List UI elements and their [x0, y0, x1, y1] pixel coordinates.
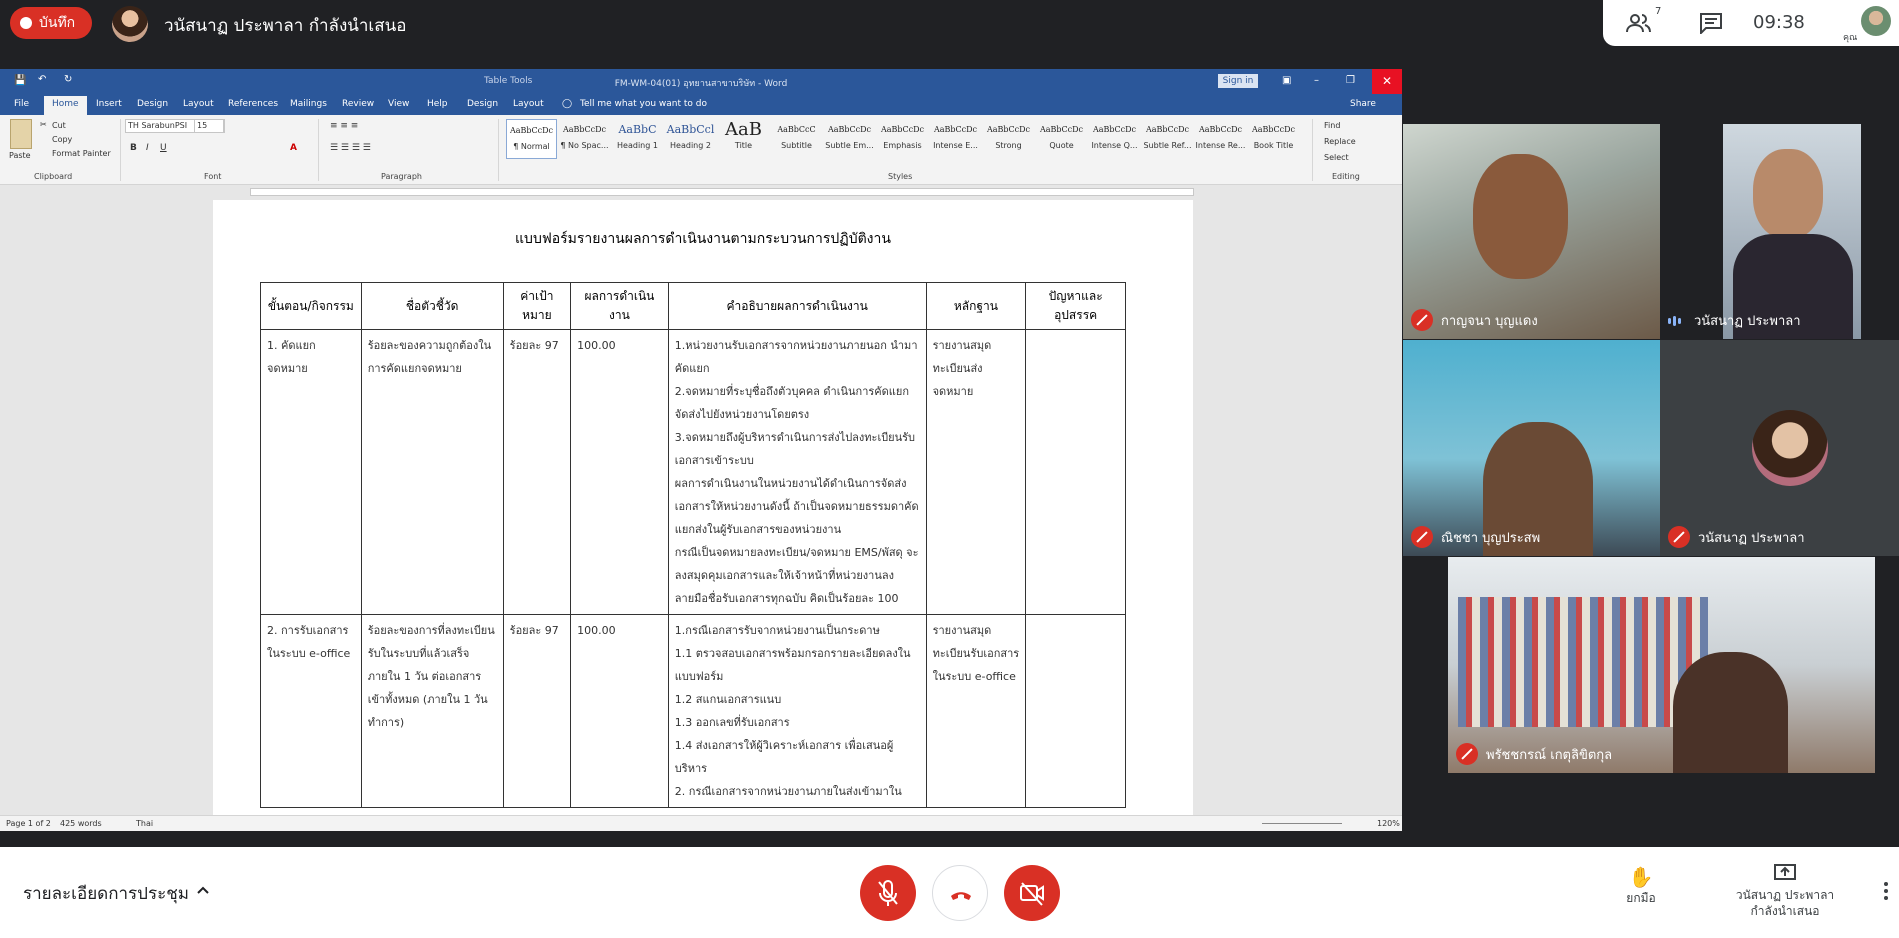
description-line: 1.หน่วยงานรับเอกสารจากหน่วยงานภายนอก นำมาคัดแยก — [674, 339, 918, 375]
style-2[interactable] — [559, 119, 610, 159]
style-13[interactable] — [1142, 119, 1193, 159]
people-count: 7 — [1655, 6, 1662, 17]
tab-view[interactable]: View — [388, 99, 410, 109]
participant-name-tag — [1411, 526, 1540, 548]
report-table[interactable] — [260, 282, 1126, 808]
paste-icon[interactable] — [10, 119, 32, 149]
participant-name: ณิชชา บุญประสพ — [1441, 530, 1541, 546]
style-name: Intense Q... — [1091, 141, 1138, 150]
present-screen-icon — [1773, 863, 1797, 883]
tab-table-design[interactable]: Design — [467, 99, 499, 109]
table-row[interactable] — [261, 615, 1126, 808]
bullets-icon[interactable]: ≡ ≡ ≡ — [330, 121, 359, 131]
cell-description[interactable] — [668, 330, 926, 615]
word-title-bar — [0, 69, 1402, 94]
mic-off-icon — [1411, 309, 1433, 331]
ribbon-separator — [120, 119, 121, 181]
camera-toggle-button[interactable] — [1004, 865, 1060, 921]
participant-name-tag — [1668, 526, 1805, 548]
zoom-slider[interactable] — [1262, 823, 1342, 824]
style-name: Heading 1 — [617, 141, 658, 150]
style-sample: AaBbCcDc — [1251, 125, 1296, 134]
copy-button[interactable]: Copy — [52, 135, 73, 144]
mic-off-icon — [1456, 743, 1478, 765]
chat-icon[interactable] — [1699, 12, 1723, 34]
mic-off-icon — [1668, 526, 1690, 548]
camera-off-icon — [1004, 865, 1060, 921]
table-row[interactable] — [261, 330, 1126, 615]
header-result: ผลการดำเนินงาน — [571, 283, 669, 330]
table-body — [261, 330, 1126, 808]
bold-button[interactable]: B — [130, 143, 137, 153]
cell-result[interactable]: 100.00 — [571, 615, 669, 808]
paragraph-group-label: Paragraph — [381, 172, 422, 181]
font-size-select[interactable]: 15 — [194, 119, 224, 133]
tab-home[interactable]: Home — [44, 96, 87, 115]
lightbulb-icon: ◯ — [562, 99, 573, 109]
style-7[interactable] — [824, 119, 875, 159]
people-icon[interactable] — [1625, 12, 1653, 34]
format-painter-button[interactable]: Format Painter — [52, 149, 111, 158]
word-count[interactable]: 425 words — [60, 819, 102, 828]
tab-file[interactable]: File — [14, 99, 30, 109]
style-sample: AaBbCcC — [777, 125, 816, 134]
word-status-bar — [0, 815, 1402, 831]
style-sample: AaBbCcDc — [1145, 125, 1190, 134]
clipboard-group-label: Clipboard — [34, 172, 73, 181]
style-name: Subtitle — [781, 141, 812, 150]
document-title: FM-WM-04(01) อุทยานสาขาบริษัท - Word — [614, 79, 788, 89]
participant-video — [1723, 124, 1861, 339]
style-sample: AaBbCcDc — [986, 125, 1031, 134]
mic-off-icon — [1411, 526, 1433, 548]
presenting-status: กำลังนำเสนอ — [1750, 904, 1820, 918]
header-evidence: หลักฐาน — [926, 283, 1026, 330]
meeting-controls-bar — [0, 847, 1899, 938]
cell-target[interactable]: ร้อยละ 97 — [503, 330, 570, 615]
participant-tile[interactable] — [1448, 557, 1875, 773]
ribbon-separator — [1312, 119, 1313, 181]
meeting-top-bar — [0, 0, 1899, 50]
tab-references[interactable]: References — [228, 99, 279, 109]
description-line: 1.3 ออกเลขที่รับเอกสาร — [674, 716, 790, 729]
table-header-row — [261, 283, 1126, 330]
document-page[interactable] — [213, 200, 1193, 817]
present-now-button[interactable] — [1725, 863, 1845, 919]
tell-me-search[interactable]: Tell me what you want to do — [580, 99, 707, 109]
leave-call-button[interactable] — [932, 865, 988, 921]
record-dot-icon — [20, 17, 32, 29]
style-8[interactable] — [877, 119, 928, 159]
cell-step[interactable]: 2. การรับเอกสารในระบบ e-office — [261, 615, 362, 808]
clock-time: 09:38 — [1753, 12, 1805, 33]
top-right-panel — [1603, 0, 1899, 46]
style-name: Strong — [995, 141, 1022, 150]
editing-group-label: Editing — [1332, 172, 1360, 181]
document-heading: แบบฟอร์มรายงานผลการดำเนินงานตามกระบวนการปฏิบัติงาน — [515, 231, 891, 247]
cell-problem[interactable] — [1026, 330, 1126, 615]
style-name: Quote — [1049, 141, 1074, 150]
font-color-button[interactable]: A — [290, 143, 297, 153]
zoom-level[interactable]: 120% — [1377, 819, 1400, 828]
cell-description[interactable] — [668, 615, 926, 808]
self-avatar[interactable] — [1861, 6, 1891, 36]
tab-review[interactable]: Review — [342, 99, 375, 109]
undo-icon[interactable]: ↶ — [38, 74, 47, 85]
style-name: ¶ No Spac... — [560, 141, 609, 150]
description-line: 1.2 สแกนเอกสารแนบ — [674, 693, 782, 706]
cell-evidence[interactable]: รายงานสมุดทะเบียนรับเอกสารในระบบ e-office — [926, 615, 1026, 808]
participant-tile[interactable] — [1660, 340, 1899, 556]
participant-avatar — [1752, 410, 1828, 486]
participant-name: วนัสนาฏ ประพาลา — [1694, 314, 1801, 329]
speaking-icon — [1668, 316, 1686, 326]
tab-design[interactable]: Design — [137, 99, 169, 109]
presenter-status: วนัสนาฏ ประพาลา กำลังนำเสนอ — [164, 16, 407, 36]
style-sample: AaB — [725, 119, 762, 140]
style-name: Subtle Ref... — [1143, 141, 1192, 150]
style-name: Intense E... — [933, 141, 978, 150]
ribbon-separator — [318, 119, 319, 181]
tab-mailings[interactable]: Mailings — [290, 99, 327, 109]
underline-button[interactable]: U — [160, 143, 167, 153]
ribbon-tabs — [0, 94, 1402, 115]
style-15[interactable] — [1248, 119, 1299, 159]
description-line: 1.4 ส่งเอกสารให้ผู้วิเคราะห์เอกสาร เพื่อเสนอผู้บริหาร — [674, 739, 894, 775]
style-5[interactable] — [718, 119, 769, 159]
font-group-label: Font — [204, 172, 222, 181]
share-button[interactable]: Share — [1350, 99, 1376, 109]
mic-toggle-button[interactable] — [860, 865, 916, 921]
style-sample: AaBbCcDc — [562, 125, 607, 134]
close-window-button[interactable]: ✕ — [1372, 69, 1402, 94]
redo-icon[interactable]: ↻ — [64, 74, 73, 85]
horizontal-ruler[interactable] — [0, 186, 1402, 198]
header-description: คำอธิบายผลการดำเนินงาน — [668, 283, 926, 330]
style-sample: AaBbCcl — [666, 123, 715, 136]
language-indicator[interactable]: Thai — [136, 819, 154, 828]
participant-name: วนัสนาฏ ประพาลา — [1698, 530, 1805, 546]
description-line: 2.จดหมายที่ระบุชื่อถึงตัวบุคคล ดำเนินการคัดแยกจัดส่งไปยังหน่วยงานโดยตรง — [674, 385, 909, 421]
cell-indicator[interactable]: ร้อยละของความถูกต้องในการคัดแยกจดหมาย — [361, 330, 503, 615]
header-problem: ปัญหาและอุปสรรค — [1026, 283, 1126, 330]
style-12[interactable] — [1089, 119, 1140, 159]
style-name: Subtle Em... — [825, 141, 874, 150]
participant-video — [1673, 652, 1788, 773]
record-button[interactable] — [10, 7, 92, 39]
ruler-track — [250, 188, 1194, 196]
style-6[interactable] — [771, 119, 822, 159]
participant-name-tag — [1456, 743, 1612, 765]
cell-result[interactable]: 100.00 — [571, 330, 669, 615]
meeting-details-button[interactable]: รายละเอียดการประชุม — [23, 884, 189, 904]
header-target: ค่าเป้าหมาย — [503, 283, 570, 330]
styles-group-label: Styles — [888, 172, 913, 181]
description-line: 1.1 ตรวจสอบเอกสารพร้อมกรอกรายละเอียดลงในแบบฟอร์ม — [674, 647, 911, 683]
description-line: 1.กรณีเอกสารรับจากหน่วยงานเป็นกระดาษ — [674, 624, 880, 637]
presenting-name: วนัสนาฏ ประพาลา — [1735, 888, 1835, 902]
raise-hand-label: ยกมือ — [1626, 891, 1656, 905]
style-sample: AaBbC — [618, 123, 657, 136]
style-11[interactable] — [1036, 119, 1087, 159]
find-button[interactable]: Find — [1324, 121, 1341, 130]
scissors-icon: ✂ — [40, 120, 47, 129]
style-sample: AaBbCcDc — [1198, 125, 1243, 134]
style-name: Book Title — [1253, 141, 1294, 150]
participant-tile[interactable] — [1660, 124, 1899, 339]
bookshelf-background — [1458, 597, 1708, 727]
cell-target[interactable]: ร้อยละ 97 — [503, 615, 570, 808]
italic-button[interactable]: I — [146, 143, 149, 153]
description-line: 2. กรณีเอกสารจากหน่วยงานภายในส่งเข้ามาใน — [674, 785, 902, 798]
chevron-up-icon[interactable] — [196, 883, 210, 897]
style-4[interactable] — [665, 119, 716, 159]
header-step: ขั้นตอน/กิจกรรม — [261, 283, 362, 330]
participant-name-tag — [1411, 309, 1538, 331]
style-name: Title — [734, 141, 753, 150]
cell-problem[interactable] — [1026, 615, 1126, 808]
save-icon[interactable]: 💾 — [14, 75, 27, 86]
cell-indicator[interactable]: ร้อยละของการที่ลงทะเบียนรับในระบบที่แล้วเสร็จภายใน 1 วัน ต่อเอกสารเข้าทั้งหมด (ภายใน 1 วันทำการ) — [361, 615, 503, 808]
hand-icon: ✋ — [1628, 865, 1654, 889]
style-name: ¶ Normal — [513, 142, 550, 151]
style-sample: AaBbCcDc — [880, 125, 925, 134]
cell-step[interactable]: 1. คัดแยกจดหมาย — [261, 330, 362, 615]
table-tools-label: Table Tools — [484, 76, 533, 86]
ribbon-separator — [498, 119, 499, 181]
replace-button[interactable]: Replace — [1324, 137, 1356, 146]
home-ribbon — [0, 115, 1402, 185]
participant-video — [1473, 154, 1568, 279]
raise-hand-button[interactable] — [1611, 865, 1671, 908]
tab-insert[interactable]: Insert — [96, 99, 122, 109]
minimize-icon[interactable]: – — [1314, 75, 1319, 86]
align-icons[interactable]: ☰ ☰ ☰ ☰ — [330, 143, 371, 153]
sign-in-button[interactable]: Sign in — [1218, 74, 1258, 88]
tab-table-layout[interactable]: Layout — [513, 99, 544, 109]
ribbon-display-icon[interactable]: ▣ — [1282, 75, 1292, 86]
description-line: กรณีเป็นจดหมายลงทะเบียน/จดหมาย EMS/พัสดุ จะลงสมุดคุมเอกสารและให้เจ้าหน้าที่หน่วยงานลงลายมือชื่อรับเอกสารทุกฉบับ คิดเป็นร้อยละ 100 — [674, 546, 919, 605]
participant-name-tag — [1668, 310, 1801, 331]
style-sample: AaBbCcDc — [1092, 125, 1137, 134]
tab-layout[interactable]: Layout — [183, 99, 214, 109]
select-button[interactable]: Select — [1324, 153, 1349, 162]
self-label: คุณ — [1843, 33, 1858, 43]
style-9[interactable] — [930, 119, 981, 159]
style-1[interactable] — [506, 119, 557, 159]
presenter-avatar — [112, 6, 148, 42]
style-name: Heading 2 — [670, 141, 711, 150]
page-count[interactable]: Page 1 of 2 — [6, 819, 51, 828]
description-line: ผลการดำเนินงานในหน่วยงานได้ดำเนินการจัดส่งเอกสารให้หน่วยงานดังนี้ ถ้าเป็นจดหมายธรรมดาคัดแยกส่งในผู้รับเอกสารของหน่วยงาน — [674, 477, 919, 536]
style-name: Intense Re... — [1195, 141, 1246, 150]
participant-tile[interactable] — [1403, 124, 1660, 339]
style-10[interactable] — [983, 119, 1034, 159]
style-sample: AaBbCcDc — [509, 126, 554, 135]
shared-screen-word-window — [0, 69, 1402, 831]
description-line: 3.จดหมายถึงผู้บริหารดำเนินการส่งไปลงทะเบียนรับเอกสารเข้าระบบ — [674, 431, 916, 467]
hang-up-icon — [933, 866, 989, 922]
restore-icon[interactable]: ❐ — [1346, 75, 1355, 86]
style-name: Emphasis — [883, 141, 922, 150]
font-name-select[interactable]: TH SarabunPSI — [125, 119, 225, 133]
cut-button[interactable]: Cut — [52, 121, 66, 130]
more-options-icon[interactable] — [1884, 881, 1888, 901]
style-3[interactable] — [612, 119, 663, 159]
participant-tile[interactable] — [1403, 340, 1660, 556]
style-sample: AaBbCcDc — [1039, 125, 1084, 134]
style-sample: AaBbCcDc — [827, 125, 872, 134]
participant-name: กาญจนา บุญแดง — [1441, 313, 1538, 329]
record-label: บันทึก — [39, 15, 76, 31]
participant-name: พรัชชกรณ์ เกตุลิขิตกุล — [1486, 747, 1613, 763]
tab-help[interactable]: Help — [427, 99, 448, 109]
header-indicator: ชื่อตัวชี้วัด — [361, 283, 503, 330]
mic-off-icon — [860, 865, 916, 921]
style-14[interactable] — [1195, 119, 1246, 159]
paste-label[interactable]: Paste — [9, 151, 31, 160]
cell-evidence[interactable]: รายงานสมุดทะเบียนส่งจดหมาย — [926, 330, 1026, 615]
style-sample: AaBbCcDc — [933, 125, 978, 134]
